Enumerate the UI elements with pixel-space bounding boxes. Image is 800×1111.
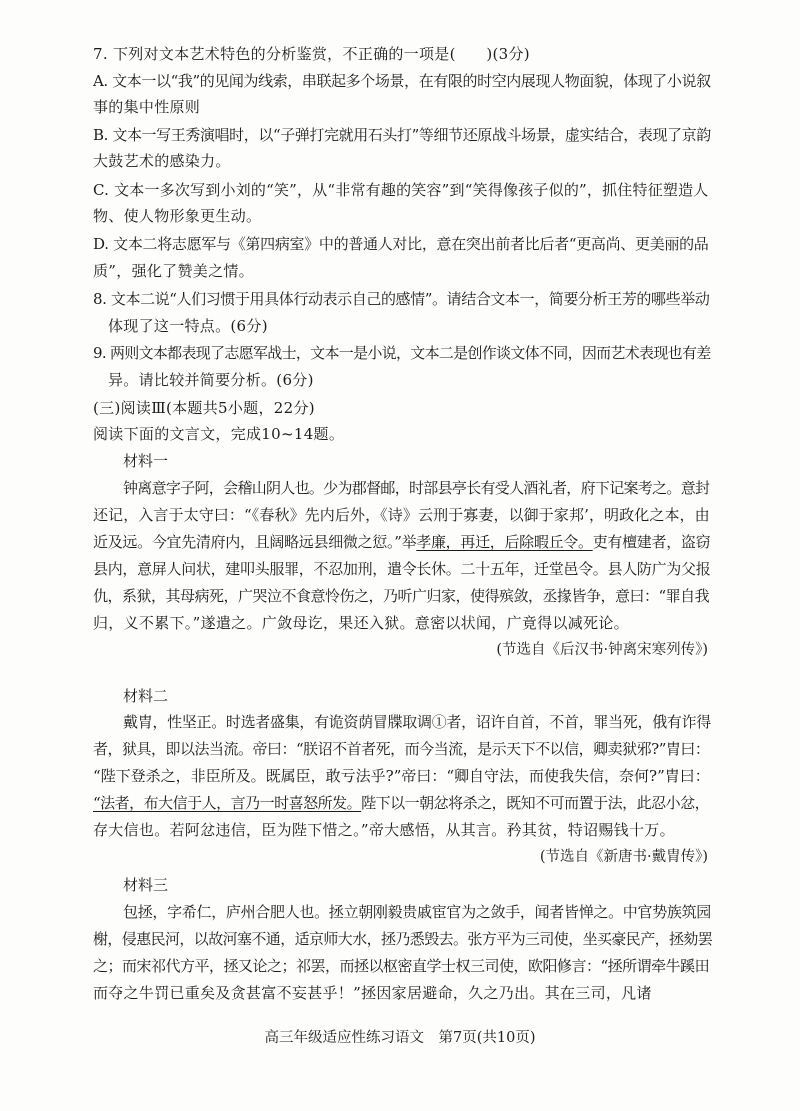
q7-option-c-line2: 物、使人物形象更生动。 — [93, 207, 262, 225]
material1-line3 — [93, 532, 710, 552]
q7-option-c-line1: C. 文本一多次写到小刘的“笑”，从“非常有趣的笑容”到“笑得像孩子似的”，抓住特征塑造人 — [93, 181, 709, 199]
material1-line6: 归，义不累下。”遂遣之。广敛母讫，果还入狱。意密以状闻，广竟得以减死论。 — [93, 614, 629, 632]
material3-line2: 榭，侵惠民河，以故河塞不通，适京师大水，拯乃悉毁去。张方平为三司使，坐买豪民产，拯劾罢 — [93, 930, 713, 948]
material2-source: (节选自《新唐书·戴胄传》) — [539, 849, 708, 865]
section3-instruction: 阅读下面的文言文，完成10~14题。 — [93, 425, 345, 443]
q7-option-b-line1: B. 文本一写王秀演唱时，以“子弹打完就用石头打”等细节还原战斗场景，虚实结合，表现了京韵 — [93, 126, 711, 144]
q7-option-b-line2: 大鼓艺术的感染力。 — [93, 152, 231, 170]
q9-line1: 9. 两则文本都表现了志愿军战士，文本一是小说，文本二是创作谈文体不同，因而艺术表现也有差 — [93, 344, 711, 362]
material3-line4: 而夺之牛罚已重矣及贪甚富不妄甚乎！”拯因家居避命，久之乃出。其在三司，凡诸 — [93, 984, 652, 1002]
q8-line1: 8. 文本二说“人们习惯于用具体行动表示自己的感情”。请结合文本一，简要分析王芳的哪些举动 — [93, 290, 710, 308]
material2-line3: “陛下登杀之，非臣所及。既属臣，敢亏法乎?”帝曰：“卿自守法，而使我失信，奈何?”胄曰： — [93, 767, 710, 785]
material2-line4 — [93, 793, 709, 813]
material2-line4-tail: 陛下以一朝忿将杀之，既知不可而置于法，此忍小忿， — [361, 794, 710, 812]
material2-label: 材料二 — [123, 687, 169, 705]
material2-line2: 者，狱具，即以法当流。帝曰：“朕诏不首者死，而今当流，是示天下不以信，卿卖狱邪?”胄曰： — [93, 740, 710, 758]
material1-line2: 还记，入言于太守曰：“《春秋》先内后外，《诗》云刑于寡妻，以御于家邦’，明政化之本，由 — [93, 506, 710, 524]
q7-option-d-line1: D. 文本二将志愿军与《第四病室》中的普通人对比，意在突出前者比后者“更高尚、更美丽的品 — [93, 235, 709, 253]
material1-label: 材料一 — [123, 452, 169, 470]
page-footer: 高三年级适应性练习语文 第7页(共10页) — [264, 1030, 536, 1046]
material2-line1: 戴胄，性坚正。时选者盛集，有诡资荫冒牒取调①者，诏许自首，不首，罪当死，俄有诈得 — [123, 713, 712, 731]
q7-stem: 7. 下列对文本艺术特色的分析鉴赏，不正确的一项是( )(3分) — [93, 45, 530, 63]
material1-line1: 钟离意字子阿，会稽山阴人也。少为郡督邮，时部县亭长有受人酒礼者，府下记案考之。意封 — [123, 479, 710, 497]
material3-line1: 包拯，字希仁，庐州合肥人也。拯立朝刚毅贵戚宦官为之敛手，闻者皆惮之。中官势族筑园 — [123, 903, 712, 921]
material1-line3-tail: 吏有檀建者，盗窃 — [592, 533, 711, 551]
section3-heading: (三)阅读Ⅲ(本题共5小题，22分) — [93, 399, 315, 417]
material1-underlined-phrase: 孝廉，再迁，后除暇丘令。 — [416, 533, 593, 551]
material1-line4: 县内，意屏人问状，建叩头服罪，不忍加刑，遣令长休。二十五年，迁堂邑令。县人防广为父报 — [93, 560, 711, 578]
material1-line5: 仇，系狱，其母病死，广哭泣不食意怜伤之，乃听广归家，使得殡敛，丞掾皆争，意曰：“罪自我 — [93, 587, 710, 605]
q8-line2: 体现了这一特点。(6分) — [108, 317, 268, 335]
material2-line5: 存大信也。若阿忿违信，臣为陛下惜之。”帝大感悟，从其言。矜其贫，特诏赐钱十万。 — [93, 821, 675, 839]
material1-line3-head: 近及远。今宜先清府内，且阔略远县细微之愆。”举 — [93, 533, 417, 551]
q7-option-d-line2: 质”，强化了赞美之情。 — [93, 262, 254, 280]
material3-line3: 之；而宋祁代方平，拯又论之；祁罢，而拯以枢密直学士权三司使，欧阳修言：“拯所谓牵牛蹊田 — [93, 957, 710, 975]
material3-label: 材料三 — [123, 876, 169, 894]
q7-option-a-line1: A. 文本一以“我”的见闻为线索，串联起多个场景，在有限的时空内展现人物面貌，体现了小说叙 — [93, 72, 711, 90]
material1-source: (节选自《后汉书·钟离宋寒列传》) — [496, 642, 708, 658]
q7-option-a-line2: 事的集中性原则 — [93, 98, 201, 116]
material2-underlined-phrase: “法者，布大信于人，言乃一时喜怒所发。 — [93, 794, 362, 812]
q9-line2: 异。请比较并简要分析。(6分) — [108, 371, 314, 389]
